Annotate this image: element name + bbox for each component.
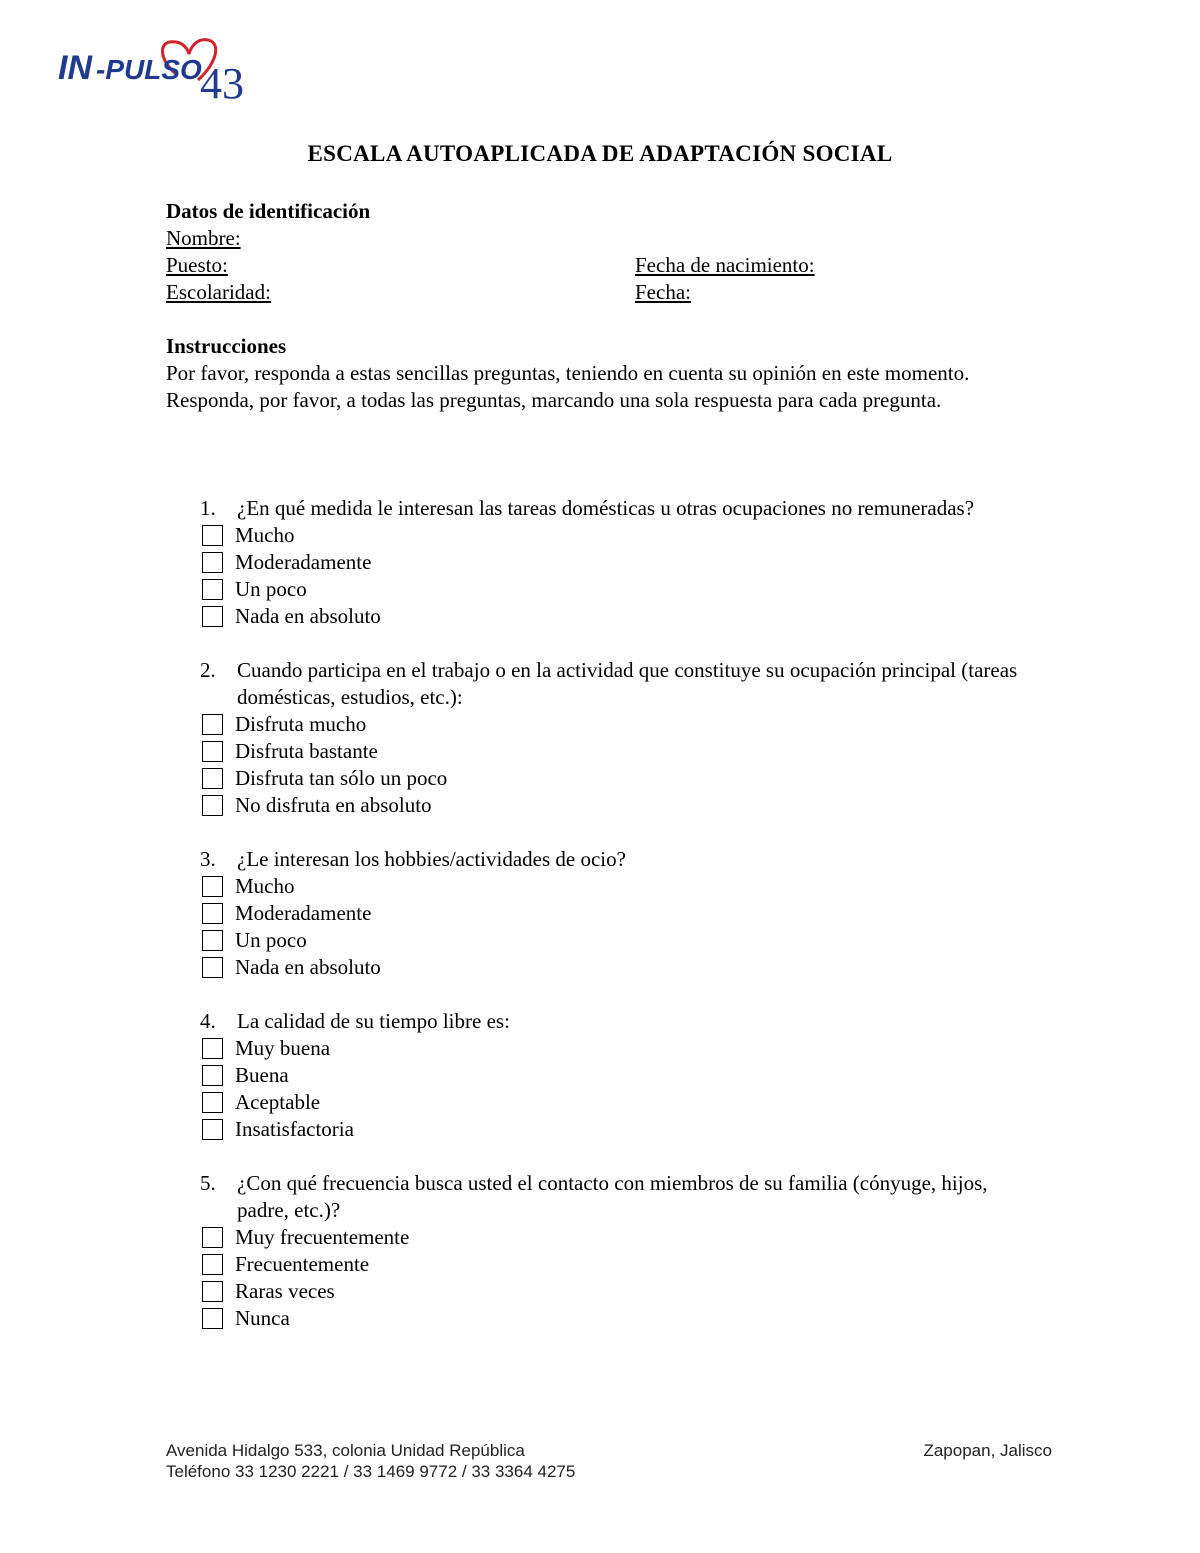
education-field-label: Escolaridad: [166,280,271,304]
answer-checkbox[interactable] [202,1308,223,1329]
option-label: Disfruta mucho [235,712,367,736]
option-label: Moderadamente [235,550,372,574]
option-label: Disfruta tan sólo un poco [235,766,448,790]
question-1 [166,495,1046,630]
option-item [202,900,1046,927]
option-item [202,1035,1046,1062]
answer-checkbox[interactable] [202,957,223,978]
question-number: 5. [200,1171,216,1195]
question-text: La calidad de su tiempo libre es: [237,1009,510,1033]
option-label: Un poco [235,928,307,952]
option-label: Un poco [235,577,307,601]
option-label: Disfruta bastante [235,739,378,763]
option-label: Moderadamente [235,901,372,925]
option-item [202,1251,1046,1278]
answer-checkbox[interactable] [202,525,223,546]
answer-checkbox[interactable] [202,1227,223,1248]
footer-phones: Teléfono 33 1230 2221 / 33 1469 9772 / 33 3364 4275 [166,1462,576,1481]
answer-checkbox[interactable] [202,1254,223,1275]
option-item [202,603,1046,630]
option-item [202,1224,1046,1251]
logo-in-text: IN [58,49,92,87]
option-item [202,1089,1046,1116]
date-field-label: Fecha: [635,280,691,304]
option-label: Nada en absoluto [235,604,381,628]
questions-list [166,495,1046,1332]
option-item [202,1305,1046,1332]
footer-city: Zapopan, Jalisco [923,1441,1052,1460]
logo-pulso-text: -PULSO [96,54,202,85]
company-logo [58,34,268,106]
answer-checkbox[interactable] [202,579,223,600]
option-item [202,927,1046,954]
instructions-text: Por favor, responda a estas sencillas preguntas, teniendo en cuenta su opinión en este momento. Responda, por favor, a todas las preguntas, marcando una sola respuesta para cada pregunta. [166,361,970,412]
answer-checkbox[interactable] [202,1038,223,1059]
option-item [202,1278,1046,1305]
question-text: ¿Con qué frecuencia busca usted el contacto con miembros de su familia (cónyuge, hijos, padre, etc.)? [237,1171,988,1222]
question-number: 2. [200,658,216,682]
position-row [166,252,1046,279]
birthdate-field-label: Fecha de nacimiento: [635,253,815,277]
option-label: Muy buena [235,1036,331,1060]
document-body [166,198,1046,1359]
option-item [202,738,1046,765]
answer-checkbox[interactable] [202,606,223,627]
option-item [202,792,1046,819]
answer-checkbox[interactable] [202,876,223,897]
answer-checkbox[interactable] [202,1281,223,1302]
answer-checkbox[interactable] [202,930,223,951]
option-item [202,576,1046,603]
question-text: ¿Le interesan los hobbies/actividades de ocio? [237,847,626,871]
option-label: Raras veces [235,1279,335,1303]
answer-checkbox[interactable] [202,795,223,816]
option-label: Nada en absoluto [235,955,381,979]
answer-checkbox[interactable] [202,1119,223,1140]
question-3 [166,846,1046,981]
identification-heading: Datos de identificación [166,199,371,223]
question-number: 3. [200,847,216,871]
instructions-heading: Instrucciones [166,334,287,358]
question-number: 1. [200,496,216,520]
logo-graphic [58,34,268,106]
question-2 [166,657,1046,819]
question-number: 4. [200,1009,216,1033]
answer-checkbox[interactable] [202,1065,223,1086]
document-title: ESCALA AUTOAPLICADA DE ADAPTACIÓN SOCIAL [307,141,893,166]
question-text: ¿En qué medida le interesan las tareas domésticas u otras ocupaciones no remuneradas? [237,496,975,520]
logo-number-text: 43 [200,59,244,106]
option-label: Aceptable [235,1090,321,1114]
option-label: Muy frecuentemente [235,1225,410,1249]
option-label: Insatisfactoria [235,1117,354,1141]
answer-checkbox[interactable] [202,903,223,924]
option-item [202,549,1046,576]
answer-checkbox[interactable] [202,768,223,789]
question-text: Cuando participa en el trabajo o en la actividad que constituye su ocupación principal (tareas domésticas, estudios, etc.): [237,658,1018,709]
name-row [166,225,1046,252]
option-item [202,765,1046,792]
option-item [202,711,1046,738]
option-item [202,522,1046,549]
option-label: Nunca [235,1306,290,1330]
option-item [202,954,1046,981]
footer-address: Avenida Hidalgo 533, colonia Unidad República [166,1441,525,1460]
option-label: Frecuentemente [235,1252,370,1276]
education-row [166,279,1046,306]
answer-checkbox[interactable] [202,1092,223,1113]
option-label: No disfruta en absoluto [235,793,432,817]
question-4 [166,1008,1046,1143]
option-label: Mucho [235,874,295,898]
option-item [202,1116,1046,1143]
option-item [202,1062,1046,1089]
question-5 [166,1170,1046,1332]
answer-checkbox[interactable] [202,714,223,735]
answer-checkbox[interactable] [202,741,223,762]
name-field-label: Nombre: [166,226,241,250]
option-item [202,873,1046,900]
option-label: Buena [235,1063,289,1087]
page-footer [166,1440,1052,1482]
position-field-label: Puesto: [166,253,228,277]
option-label: Mucho [235,523,295,547]
answer-checkbox[interactable] [202,552,223,573]
